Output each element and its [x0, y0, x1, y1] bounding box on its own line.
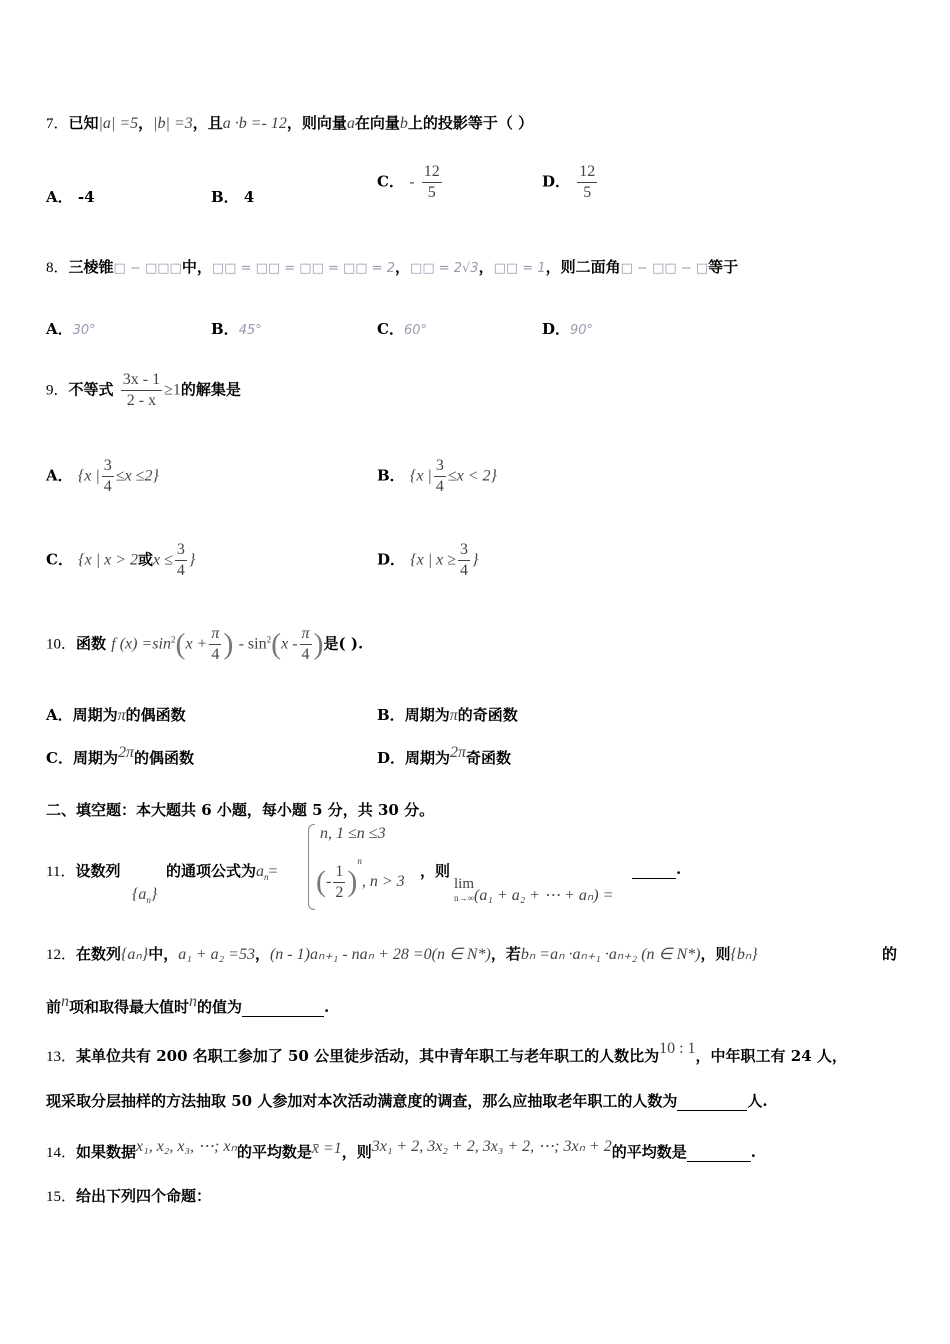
- question-14: 14．如果数据x₁, x₂, x₃, ⋯; xₙ的平均数是x̄ =1，则3x₁ + 2, 3x₂ + 2, 3x₃ + 2, ⋯; 3xₙ + 2的平均数是 .: [46, 1138, 756, 1161]
- option-7b: B． 4: [211, 188, 255, 206]
- math-expr: □ − □□ − □: [620, 261, 709, 276]
- question-11: 11．设数列: [46, 862, 121, 880]
- option-9a: A． {x | $\frac{3}{4}$ ≤x ≤2}: [46, 457, 159, 495]
- option-8d: D．90°: [542, 320, 594, 338]
- fraction: $\frac{3}{4}$: [435, 457, 444, 495]
- option-9c: C． {x | x > 2或x ≤ $\frac{3}{4}$ }: [46, 541, 196, 579]
- question-7: 7．已知|a| =5，|b| =3，且a ·b =- 12，则向量a在向量b上的投影等于（ ）: [46, 114, 534, 132]
- math-expr: b: [399, 115, 408, 132]
- blank-line: [242, 998, 324, 1017]
- fraction: $\frac{\pi}{4}$: [211, 625, 220, 663]
- piecewise-brace: [308, 824, 315, 910]
- fraction: $\frac{\pi}{4}$: [301, 625, 310, 663]
- option-9b: B． {x | $\frac{3}{4}$ ≤x < 2}: [377, 457, 497, 495]
- fraction: $\frac{3}{4}$: [460, 541, 469, 579]
- blank-line: [677, 1092, 747, 1111]
- math-expr: □□ = 1: [493, 261, 546, 276]
- option-9d: D． {x | x ≥ $\frac{3}{4}$ }: [377, 541, 479, 579]
- limit: lim n→∞: [454, 876, 475, 903]
- option-7c: C． - $\frac{12}{5}$: [377, 163, 440, 201]
- math-expr: a: [346, 115, 355, 132]
- question-8: 8．三棱锥□ − □□□中，□□ = □□ = □□ = □□ = 2，□□ = 2√3，□□ = 1，则二面角□ − □□ − □等于: [46, 258, 739, 276]
- fraction: $\frac{12}{5}$: [423, 163, 440, 201]
- option-8a: A．30°: [46, 320, 96, 338]
- limit-text: ，则: [420, 862, 451, 880]
- question-number: 13．: [46, 1049, 77, 1065]
- question-12-cont: 前n项和取得最大值时n的值为 .: [46, 993, 330, 1016]
- question-number: 12．: [46, 947, 77, 963]
- fraction: $\frac{1}{2}$: [335, 862, 344, 901]
- question-9: 9．不等式 $\frac{3x - 1}{2 - x}$ ≥1的解集是: [46, 371, 241, 409]
- question-13-cont: 现采取分层抽样的方法抽取 50 人参加对本次活动满意度的调查，那么应抽取老年职工的人数为 人.: [46, 1092, 768, 1110]
- math-expr: □□ = □□ = □□ = □□ = 2: [211, 261, 396, 276]
- q12-end: 的: [882, 945, 898, 963]
- question-number: 8．: [46, 260, 69, 276]
- question-number: 9．: [46, 382, 69, 399]
- blank-line: [632, 860, 676, 879]
- question-number: 11．: [46, 864, 76, 880]
- math-expr: |a| =5: [98, 115, 139, 132]
- section-heading: 二、填空题：本大题共 6 小题，每小题 5 分，共 30 分。: [46, 801, 435, 819]
- fraction: $\frac{3}{4}$: [103, 457, 112, 495]
- formula-11: 的通项公式为$a_n=$: [166, 862, 278, 882]
- option-10a: A．周期为π的偶函数: [46, 706, 186, 724]
- case-1: n, 1 ≤n ≤3: [320, 825, 386, 842]
- math-expr: □□ = 2√3: [410, 261, 479, 276]
- option-8b: B．45°: [211, 320, 262, 338]
- question-number: 14．: [46, 1145, 77, 1161]
- case-2: (- $\frac{1}{2}$ )$^n$, n > 3: [316, 856, 405, 901]
- option-10c: C．周期为2π的偶函数: [46, 744, 194, 767]
- sequence-symbol: $\{a_n\}$: [132, 886, 158, 905]
- fraction: $\frac{3x - 1}{2 - x}$: [122, 371, 161, 409]
- blank-line: [687, 1143, 751, 1162]
- option-10d: D．周期为2π奇函数: [377, 744, 512, 767]
- option-8c: C．60°: [377, 320, 427, 338]
- fraction: $\frac{3}{4}$: [176, 541, 185, 579]
- option-7a: A． -4: [46, 188, 95, 206]
- question-15: 15．给出下列四个命题：: [46, 1187, 212, 1205]
- option-10b: B．周期为π的奇函数: [377, 706, 518, 724]
- question-10: 10．函数 f $(x) =\sin^2(x$ + $\frac{\pi}{4}$ ) - $\sin^2(x$ - $\frac{\pi}{4}$ )是( ).: [46, 625, 364, 663]
- question-number: 15．: [46, 1189, 77, 1205]
- question-13: 13．某单位共有 200 名职工参加了 50 公里徒步活动，其中青年职工与老年职工的人数比为10 : 1，中年职工有 24 人，: [46, 1040, 847, 1065]
- question-number: 10．: [46, 636, 77, 653]
- math-expr: |b| =3: [153, 115, 193, 132]
- question-12: 12．在数列{aₙ}中，a₁ + a₂ =53，(n - 1)aₙ₊₁ - naₙ + 28 =0(n ∈ N*)，若bₙ =aₙ ·aₙ₊₁ ·aₙ₊₂ (n ∈ N*)，则{bₙ}: [46, 945, 758, 963]
- math-expr: □ − □□□: [113, 261, 182, 276]
- math-expr: a ·b =- 12: [222, 115, 287, 132]
- limit-expr: lim n→∞ (a₁ + a₂ + ⋯ + aₙ) =: [454, 876, 614, 904]
- fraction: $\frac{12}{5}$: [579, 163, 596, 201]
- answer-blank: .: [632, 860, 681, 879]
- option-7d: D． $\frac{12}{5}$: [542, 163, 596, 201]
- question-number: 7．: [46, 116, 69, 132]
